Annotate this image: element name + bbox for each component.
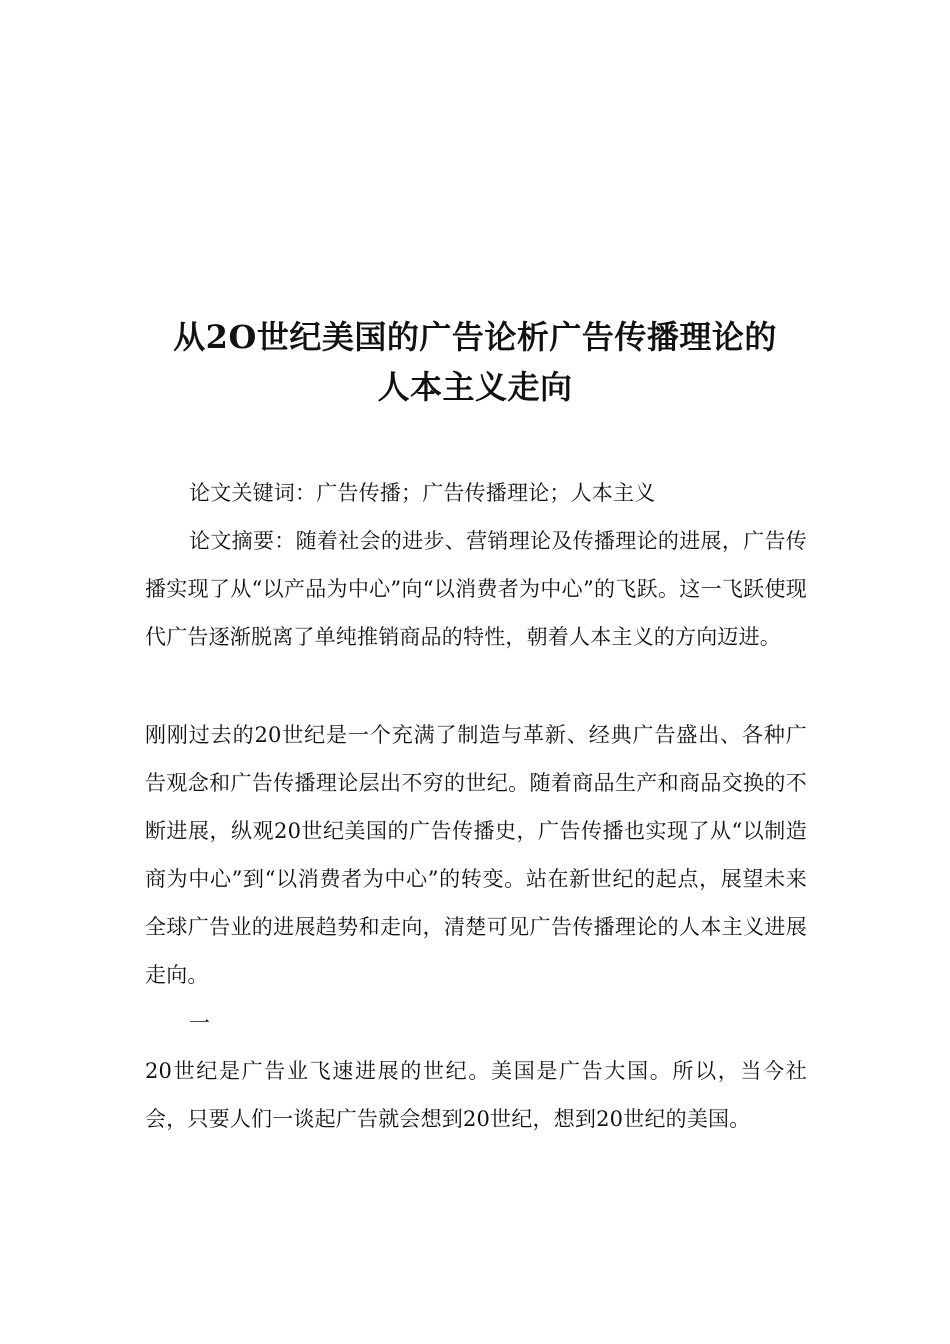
title-line-2: 人本主义走向 xyxy=(377,368,573,406)
abstract-paragraph: 论文摘要：随着社会的进步、营销理论及传播理论的进展，广告传播实现了从“以产品为中心”向“以消费者为中心”的飞跃。这一飞跃使现代广告逐渐脱离了单纯推销商品的特性，朝着人本主义的方向迈进。 xyxy=(145,529,807,649)
section-marker: 一 xyxy=(189,1011,211,1035)
paragraph-gap xyxy=(145,661,807,711)
body-paragraph-2: 20世纪是广告业飞速进展的世纪。美国是广告大国。所以，当今社会，只要人们一谈起广告就会想到20世纪，想到20世纪的美国。 xyxy=(145,1059,807,1131)
body-paragraph-1: 刚刚过去的20世纪是一个充满了制造与革新、经典广告盛出、各种广告观念和广告传播理论层出不穷的世纪。随着商品生产和商品交换的不断进展，纵观20世纪美国的广告传播史，广告传播也实现了从“以制造商为中心”到“以消费者为中心”的转变。站在新世纪的起点，展望未来全球广告业的进展趋势和走向，清楚可见广告传播理论的人本主义进展走向。 xyxy=(145,723,807,987)
document-title xyxy=(120,312,830,412)
title-line-1: 从2O世纪美国的广告论析广告传播理论的 xyxy=(173,318,777,356)
document-body xyxy=(145,469,807,1143)
keywords-paragraph: 论文关键词：广告传播；广告传播理论；人本主义 xyxy=(189,481,656,505)
